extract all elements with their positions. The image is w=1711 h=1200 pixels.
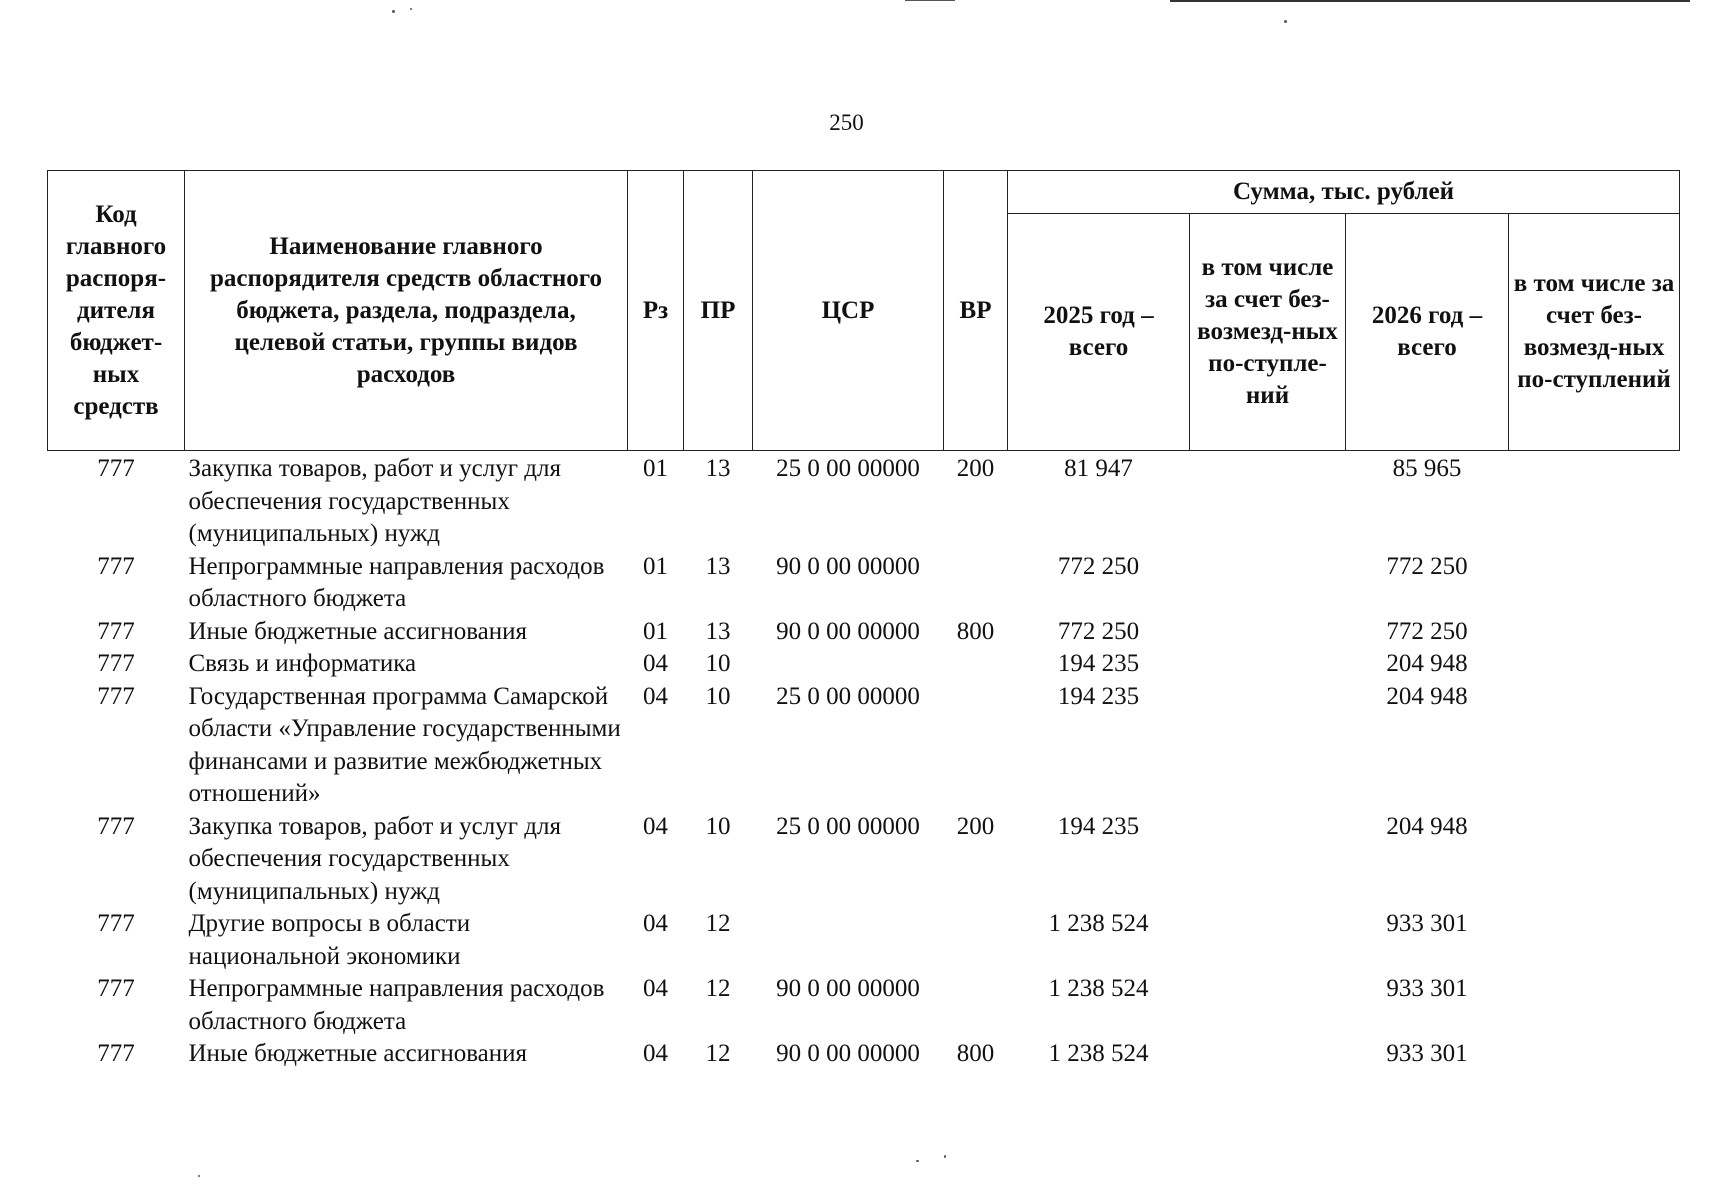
cell-2026-free <box>1509 811 1680 909</box>
cell-2025-free <box>1190 451 1346 551</box>
cell-name: Закупка товаров, работ и услуг для обеспечения государственных (муниципальных) нужд <box>188 455 561 547</box>
col-header-2025-free: в том числе за счет без-возмезд-ных по-ступле-ний <box>1190 214 1346 451</box>
scan-speck <box>916 1160 919 1162</box>
cell-vr <box>944 973 1008 1038</box>
cell-csr: 90 0 00 00000 <box>776 617 920 645</box>
cell-vr <box>944 681 1008 811</box>
cell-name: Непрограммные направления расходов областного бюджета <box>188 975 605 1035</box>
cell-2026-free <box>1509 681 1680 811</box>
cell-csr <box>753 908 944 973</box>
scan-edge-line <box>1170 0 1690 2</box>
cell-pr: 10 <box>705 650 731 677</box>
col-header-2026-free: в том числе за счет без-возмезд-ных по-ступлений <box>1509 214 1680 451</box>
cell-pr: 10 <box>705 812 731 840</box>
cell-2026-total: 772 250 <box>1386 552 1468 580</box>
cell-pr: 13 <box>705 455 731 482</box>
cell-vr <box>944 648 1008 681</box>
cell-csr: 90 0 00 00000 <box>776 975 920 1002</box>
cell-vr: 200 <box>956 455 995 482</box>
table-row <box>48 681 1680 811</box>
cell-vr: 200 <box>956 812 995 840</box>
cell-vr <box>944 908 1008 973</box>
cell-name: Связь и информатика <box>188 650 417 677</box>
cell-csr: 25 0 00 00000 <box>776 812 920 840</box>
page-number: 250 <box>829 110 864 135</box>
col-header-vr: ВР <box>944 171 1008 451</box>
cell-2026-total: 85 965 <box>1392 455 1462 482</box>
cell-pr: 12 <box>705 975 731 1002</box>
cell-2025-total: 1 238 524 <box>1048 1040 1149 1067</box>
cell-2026-free <box>1509 1038 1680 1071</box>
col-header-2026-total: 2026 год – всего <box>1346 214 1509 451</box>
cell-2026-free <box>1509 551 1680 616</box>
table-row <box>48 551 1680 616</box>
cell-code: 777 <box>97 1040 135 1067</box>
cell-2026-total: 204 948 <box>1386 812 1468 840</box>
cell-2025-free <box>1190 811 1346 909</box>
col-header-name: Наименование главного распорядителя средств областного бюджета, раздела, подраздела, целевой статьи, группы видов расходов <box>185 171 628 451</box>
cell-2026-free <box>1509 973 1680 1038</box>
cell-2026-total: 933 301 <box>1386 1040 1468 1067</box>
scan-speck <box>944 1155 946 1158</box>
table-row <box>48 973 1680 1038</box>
budget-table <box>47 170 1680 1071</box>
cell-2025-total: 772 250 <box>1057 552 1140 580</box>
cell-csr: 25 0 00 00000 <box>776 682 920 710</box>
cell-2026-free <box>1509 616 1680 649</box>
cell-2025-total: 1 238 524 <box>1048 910 1149 937</box>
cell-rz: 04 <box>643 975 668 1002</box>
cell-2025-total: 194 235 <box>1057 812 1140 840</box>
cell-rz: 04 <box>643 910 668 937</box>
cell-code: 777 <box>97 617 135 645</box>
table-row <box>48 811 1680 909</box>
cell-csr: 25 0 00 00000 <box>776 455 920 482</box>
table-row <box>48 451 1680 551</box>
cell-code: 777 <box>97 682 135 710</box>
cell-pr: 12 <box>705 910 731 937</box>
col-header-rz: Рз <box>628 171 684 451</box>
col-header-sum-group: Сумма, тыс. рублей <box>1008 171 1680 214</box>
cell-2026-free <box>1509 648 1680 681</box>
cell-csr <box>753 648 944 681</box>
cell-code: 777 <box>97 455 135 482</box>
cell-vr: 800 <box>956 617 995 645</box>
table-row <box>48 616 1680 649</box>
cell-2026-free <box>1509 451 1680 551</box>
cell-2025-free <box>1190 681 1346 811</box>
col-header-2025-total: 2025 год – всего <box>1008 214 1190 451</box>
cell-pr: 13 <box>705 617 731 645</box>
cell-2025-free <box>1190 648 1346 681</box>
cell-name: Государственная программа Самарской области «Управление государственными финансами и развитие межбюджетных отношений» <box>188 682 621 807</box>
cell-2025-total: 194 235 <box>1057 682 1140 710</box>
cell-name: Иные бюджетные ассигнования <box>188 1040 528 1067</box>
cell-csr: 90 0 00 00000 <box>776 1040 920 1067</box>
cell-rz: 01 <box>643 617 668 645</box>
table-row <box>48 908 1680 973</box>
cell-vr: 800 <box>956 1040 995 1067</box>
cell-2026-total: 204 948 <box>1386 650 1468 677</box>
cell-rz: 04 <box>643 650 668 677</box>
scan-speck <box>410 8 412 10</box>
scan-edge-line <box>905 0 955 1</box>
cell-2026-total: 933 301 <box>1386 910 1468 937</box>
cell-name: Закупка товаров, работ и услуг для обеспечения государственных (муниципальных) нужд <box>188 812 561 905</box>
cell-pr: 10 <box>705 682 731 710</box>
cell-pr: 13 <box>705 552 731 580</box>
scan-speck <box>198 1175 200 1177</box>
cell-2025-free <box>1190 973 1346 1038</box>
cell-name: Иные бюджетные ассигнования <box>188 617 528 645</box>
table-header-row <box>48 171 1680 214</box>
cell-2025-free <box>1190 616 1346 649</box>
col-header-code: Код главного распоря-дителя бюджет-ных средств <box>48 171 185 451</box>
cell-2025-free <box>1190 551 1346 616</box>
cell-pr: 12 <box>705 1040 731 1067</box>
scan-speck <box>392 10 395 13</box>
table-row <box>48 1038 1680 1071</box>
cell-vr <box>944 551 1008 616</box>
col-header-pr: ПР <box>684 171 753 451</box>
cell-code: 777 <box>97 650 135 677</box>
cell-csr: 90 0 00 00000 <box>776 552 920 580</box>
cell-2026-free <box>1509 908 1680 973</box>
cell-2025-free <box>1190 908 1346 973</box>
col-header-csr: ЦСР <box>753 171 944 451</box>
cell-2025-total: 772 250 <box>1057 617 1140 645</box>
cell-rz: 04 <box>643 812 668 840</box>
cell-2025-total: 81 947 <box>1064 455 1133 482</box>
scan-speck <box>1284 20 1287 23</box>
cell-code: 777 <box>97 975 135 1002</box>
cell-2026-total: 933 301 <box>1386 975 1468 1002</box>
cell-name: Непрограммные направления расходов областного бюджета <box>188 552 605 612</box>
cell-rz: 01 <box>643 552 668 580</box>
cell-code: 777 <box>97 910 135 937</box>
cell-2025-total: 194 235 <box>1057 650 1140 677</box>
cell-rz: 04 <box>643 1040 668 1067</box>
cell-2025-total: 1 238 524 <box>1048 975 1149 1002</box>
cell-code: 777 <box>97 552 135 580</box>
cell-rz: 01 <box>643 455 668 482</box>
table-row <box>48 648 1680 681</box>
cell-code: 777 <box>97 812 135 840</box>
cell-2025-free <box>1190 1038 1346 1071</box>
cell-rz: 04 <box>643 682 668 710</box>
cell-name: Другие вопросы в области национальной экономики <box>188 910 471 970</box>
cell-2026-total: 772 250 <box>1386 617 1468 645</box>
cell-2026-total: 204 948 <box>1386 682 1468 710</box>
